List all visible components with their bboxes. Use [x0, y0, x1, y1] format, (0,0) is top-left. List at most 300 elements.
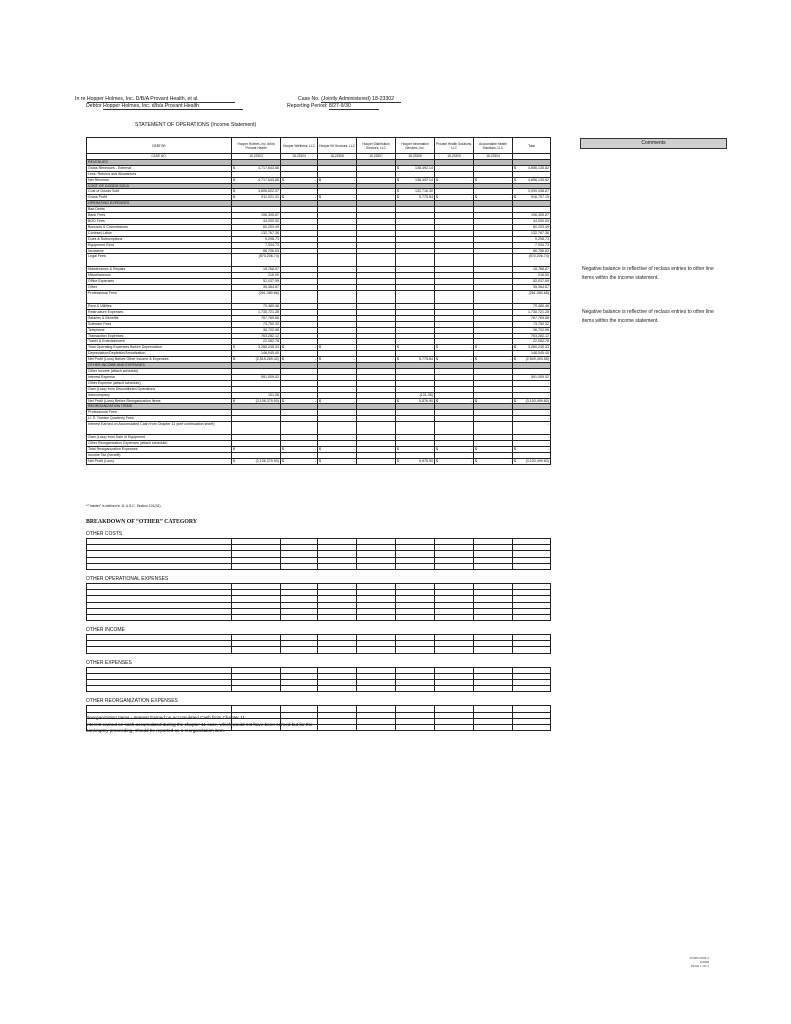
cell-value: - [314, 195, 316, 200]
breakdown-cell [232, 563, 281, 569]
debtor-value: Hopper Holmes, Inc. d/b/a Provant Health [103, 103, 243, 110]
cell-value: - [470, 458, 472, 463]
cell-value: 1,730,721.28 [258, 309, 279, 314]
col-total: Total [513, 138, 551, 154]
cell-value: 138,492.14 [415, 165, 433, 170]
row-label: Total Operating Expenses Before Depreciation [87, 345, 232, 351]
cell-value: (101.06) [419, 392, 433, 397]
col-c5: Hooper Information Services, Inc. [396, 138, 435, 154]
cell-value: 44,000.00 [533, 218, 549, 223]
cell-value: - [509, 458, 511, 463]
cell-c6 [435, 291, 474, 304]
currency-symbol: $ [514, 458, 516, 463]
cell-value: - [547, 380, 549, 385]
statement-table [86, 137, 551, 465]
cell-value: (261,080.66) [258, 291, 279, 296]
breakdown-section [86, 531, 550, 731]
row-label: Gain (Loss) from Discontinued Operations [87, 386, 232, 392]
row-label: Professional Fees [87, 291, 232, 304]
currency-symbol: $ [233, 446, 235, 451]
row-label: Contract Labor [87, 230, 232, 236]
breakdown-cell [435, 686, 474, 692]
breakdown-cell [232, 686, 281, 692]
cell-value: 146,045.40 [531, 351, 549, 356]
breakdown-table [86, 538, 551, 570]
breakdown-cell [318, 686, 357, 692]
cell-c3 [318, 422, 357, 435]
col-c2: Hooper Wellness, LLC [281, 138, 318, 154]
row-label: Restructure Expenses [87, 309, 232, 315]
cell-value: 52,037.59 [533, 279, 549, 284]
cell-value: 35,364.67 [533, 285, 549, 290]
currency-symbol: $ [397, 458, 399, 463]
cell-value: - [353, 177, 355, 182]
breakdown-cell [281, 563, 318, 569]
row-label: OPERATING EXPENSES [87, 201, 232, 207]
cell-value: (3,106,379.50) [255, 398, 279, 403]
row-label: Other Income (attach schedule) [87, 369, 232, 375]
case-c7: 18-23304 [474, 154, 513, 160]
breakdown-table [86, 634, 551, 654]
breakdown-cell [513, 614, 551, 620]
case-label: Case No. [298, 96, 320, 102]
row-label: Legal Fees [87, 254, 232, 267]
row-label: COST OF GOODS SOLD [87, 183, 232, 189]
cell-value: 767,769.66 [261, 315, 279, 320]
currency-symbol: $ [282, 398, 284, 403]
cell-c4 [357, 254, 396, 267]
cell-value: 18,768.67 [533, 267, 549, 272]
breakdown-label: OTHER COSTS [86, 531, 123, 537]
cell-value: 18,768.67 [263, 267, 279, 272]
breakdown-cell [357, 563, 396, 569]
debtor-line [86, 103, 243, 110]
cell-value: - [470, 398, 472, 403]
cell-c3 [318, 458, 357, 464]
breakdown-cell [281, 647, 318, 653]
currency-symbol: $ [233, 195, 235, 200]
breakdown-table [86, 667, 551, 693]
currency-symbol: $ [233, 189, 235, 194]
cell-total [513, 458, 551, 464]
debtor-label: Debtor [86, 103, 102, 109]
statement-row [87, 458, 551, 464]
cell-value: - [509, 398, 511, 403]
row-label: Other Expense (attach schedule) [87, 380, 232, 386]
cell-value: 3,280,245.33 [528, 345, 549, 350]
cell-value: 9,298.73 [535, 236, 549, 241]
case-value: (Jointly Administered) 18-23302 [321, 96, 401, 103]
currency-symbol: $ [436, 446, 438, 451]
breakdown-cell [396, 686, 435, 692]
col-c4: Hooper Distribution Services, LLC [357, 138, 396, 154]
cell-c4 [357, 422, 396, 435]
cell-c5 [396, 458, 435, 464]
breakdown-cell [87, 614, 232, 620]
cell-value: 4,717,643.68 [258, 177, 279, 182]
row-label: REVENUES [87, 159, 232, 165]
row-label: Gross Revenues - External [87, 165, 232, 171]
cell-value: 86,756.83 [263, 248, 279, 253]
row-label: Interest Expense [87, 374, 232, 380]
cell-value: 22,082.78 [263, 339, 279, 344]
cell-value: - [470, 345, 472, 350]
breakdown-cell [232, 614, 281, 620]
col-debtor: DEBTOR [87, 138, 232, 154]
row-label: Income Tax (benefit) [87, 452, 232, 458]
case-c4: 18-23307 [357, 154, 396, 160]
cell-c6 [435, 458, 474, 464]
cell-value: - [314, 177, 316, 182]
cell-value: 911,021.31 [261, 195, 279, 200]
cell-value: 3,806,622.37 [258, 189, 279, 194]
col-c3: Hooper Kit Services, LLC [318, 138, 357, 154]
row-label: Professional Fees [87, 410, 232, 416]
breakdown-cell [318, 563, 357, 569]
form-identifier [690, 956, 709, 968]
cell-c2 [281, 458, 318, 464]
cell-value: 60,203.49 [533, 224, 549, 229]
cell-c2 [281, 291, 318, 304]
row-label: Miscellaneous [87, 273, 232, 279]
cell-value: (3,100,499.60) [525, 458, 549, 463]
cell-value: 5,775.84 [419, 357, 433, 362]
case-c6: 18-23305 [435, 154, 474, 160]
breakdown-label: OTHER EXPENSES [86, 659, 132, 666]
cell-value: 70,480.46 [263, 304, 279, 309]
comments-header: Comments [580, 138, 727, 149]
cell-c7 [474, 422, 513, 435]
row-label: Intercompany [87, 392, 232, 398]
currency-symbol: $ [475, 398, 477, 403]
currency-symbol: $ [319, 446, 321, 451]
form-id-line-1: FORM MOR-2 [689, 956, 709, 960]
cell-value: 86,756.83 [533, 248, 549, 253]
cell-value: 591,009.02 [531, 374, 549, 379]
breakdown-cell [435, 614, 474, 620]
cell-value: (570,206.74) [528, 254, 549, 259]
cell-value: - [470, 446, 472, 451]
col-c1: Hooper Holmes, Inc. d/b/a Provant Health [232, 138, 281, 154]
breakdown-cell [281, 614, 318, 620]
currency-symbol: $ [319, 458, 321, 463]
cell-value: - [547, 422, 549, 427]
breakdown-cell [357, 614, 396, 620]
breakdown-cell [318, 724, 357, 730]
cell-value: (261,080.66) [528, 291, 549, 296]
cell-c5 [396, 254, 435, 267]
row-label: Net Profit (Loss) Before Other Income & Expenses [87, 357, 232, 363]
statement-title: STATEMENT OF OPERATIONS (Income Statement) [135, 122, 257, 128]
currency-symbol: $ [397, 357, 399, 362]
currency-symbol: $ [233, 398, 235, 403]
breakdown-cell [318, 614, 357, 620]
breakdown-cell [474, 647, 513, 653]
row-label: U. S. Trustee Quarterly Fees [87, 416, 232, 422]
currency-symbol: $ [282, 357, 284, 362]
cell-value: 132,767.36 [261, 230, 279, 235]
cell-c4 [357, 458, 396, 464]
cell-value: 4,856,135.82 [528, 177, 549, 182]
cell-value: 196,305.67 [261, 213, 279, 218]
currency-symbol: $ [319, 357, 321, 362]
cell-value: 4,717,643.68 [258, 165, 279, 170]
cell-c1 [232, 458, 281, 464]
row-label: Cost of Goods Sold [87, 189, 232, 195]
cell-value: 73,750.32 [263, 321, 279, 326]
breakdown-cell [357, 647, 396, 653]
row-label: Equipment Rent [87, 242, 232, 248]
currency-symbol: $ [282, 195, 284, 200]
cell-c2 [281, 422, 318, 435]
row-label: Gain (Loss) from Sale of Equipment [87, 435, 232, 441]
breakdown-cell [396, 724, 435, 730]
footer-line-1: Reorganization Items - Interest Earned on Accumulated Cash from Chapter 11: [86, 715, 247, 720]
breakdown-cell [318, 647, 357, 653]
breakdown-cell [474, 686, 513, 692]
cell-value: - [353, 357, 355, 362]
cell-value: (2,509,493.58) [525, 357, 549, 362]
currency-symbol: $ [475, 177, 477, 182]
row-label: Transaction Expenses [87, 333, 232, 339]
cell-value: 22,082.78 [533, 339, 549, 344]
row-label: Software Fees [87, 321, 232, 327]
currency-symbol: $ [514, 345, 516, 350]
row-label: Net Profit (Loss) Before Reorganization Items [87, 398, 232, 404]
cell-value: 196,305.67 [531, 213, 549, 218]
cell-value: 5,775.84 [419, 195, 433, 200]
cell-value: - [353, 458, 355, 463]
currency-symbol: $ [514, 398, 516, 403]
cell-value: 7,934.73 [265, 242, 279, 247]
breakdown-cell [357, 686, 396, 692]
insider-note: **"Insider" is defined in 11 U.S.C. Section 101(31). [86, 504, 162, 508]
cell-value: - [314, 398, 316, 403]
cell-c6 [435, 422, 474, 435]
footer-line-2: Interest earned on cash accumulated during the chapter 11 case, which would not have been earned but for the [86, 721, 313, 727]
cell-c1 [232, 422, 281, 435]
cell-value: - [314, 458, 316, 463]
row-label: Travel & Entertainment [87, 339, 232, 345]
row-label: Interest Earned on Accumulated Cash from Chapter 11 (see continuation sheet) [87, 422, 232, 435]
breakdown-cell [281, 686, 318, 692]
breakdown-cell [87, 686, 232, 692]
cell-value: - [277, 446, 279, 451]
cell-value: 4,856,135.82 [528, 165, 549, 170]
currency-symbol: $ [282, 345, 284, 350]
row-label: Net Profit (Loss) [87, 458, 232, 464]
period-label: Reporting Period: [287, 103, 328, 109]
cell-value: - [353, 446, 355, 451]
row-label: Dues & Subscriptions [87, 236, 232, 242]
currency-symbol: $ [319, 398, 321, 403]
currency-symbol: $ [475, 446, 477, 451]
row-label: Rent & Utilities [87, 304, 232, 310]
cell-value: - [547, 446, 549, 451]
cell-value: - [470, 177, 472, 182]
row-label: Bonuses & Commissions [87, 224, 232, 230]
cell-value: - [509, 446, 511, 451]
currency-symbol: $ [319, 195, 321, 200]
currency-symbol: $ [282, 177, 284, 182]
currency-symbol: $ [397, 398, 399, 403]
breakdown-row [87, 563, 551, 569]
col-c6: Provant Health Solutions, LLC [435, 138, 474, 154]
cell-value: - [547, 435, 549, 440]
cell-value: - [509, 345, 511, 350]
cell-value: - [509, 357, 511, 362]
breakdown-cell [435, 647, 474, 653]
cell-value: 70,480.46 [533, 304, 549, 309]
currency-symbol: $ [233, 165, 235, 170]
cell-value: - [470, 357, 472, 362]
row-label: Less: Returns and Allowances [87, 171, 232, 177]
cell-value: (570,206.74) [258, 254, 279, 259]
cell-value: 44,000.00 [263, 218, 279, 223]
currency-symbol: $ [397, 446, 399, 451]
breakdown-label: OTHER INCOME [86, 627, 125, 634]
cell-value: 138,492.14 [415, 177, 433, 182]
cell-value: 7,934.73 [535, 242, 549, 247]
currency-symbol: $ [514, 446, 516, 451]
case-c5: 18-23306 [396, 154, 435, 160]
cell-c6 [435, 254, 474, 267]
currency-symbol: $ [233, 177, 235, 182]
cell-value: 916,797.15 [531, 195, 549, 200]
cell-c5 [396, 291, 435, 304]
currency-symbol: $ [475, 357, 477, 362]
cell-value: - [547, 410, 549, 415]
cell-c5 [396, 422, 435, 435]
cell-total [513, 291, 551, 304]
currency-symbol: $ [475, 195, 477, 200]
statement-row [87, 254, 551, 267]
currency-symbol: $ [233, 458, 235, 463]
row-label: OTHER INCOME AND EXPENSES [87, 363, 232, 369]
currency-symbol: $ [436, 345, 438, 350]
cell-value: - [431, 446, 433, 451]
row-label: Net Revenue [87, 177, 232, 183]
currency-symbol: $ [233, 357, 235, 362]
cell-value: 1,730,721.28 [528, 309, 549, 314]
currency-symbol: $ [436, 458, 438, 463]
currency-symbol: $ [436, 357, 438, 362]
cell-value: (2,515,269.42) [255, 357, 279, 362]
cell-total [513, 254, 551, 267]
statement-row [87, 422, 551, 435]
cell-value: 132,716.30 [415, 189, 433, 194]
cell-value: 216.00 [538, 273, 549, 278]
case-c1: 18-23302 [232, 154, 281, 160]
row-label: Depreciation/Depletion/Amortization [87, 351, 232, 357]
period-value: 8/27-9/30 [329, 103, 379, 110]
cell-value: - [431, 345, 433, 350]
cell-c3 [318, 291, 357, 304]
in-re-value: Hopper Holmes, Inc. D/B/A Provant Health, et al. [87, 96, 235, 103]
row-label: Bank Fees [87, 213, 232, 219]
cell-value: - [509, 195, 511, 200]
cell-c1 [232, 254, 281, 267]
currency-symbol: $ [319, 345, 321, 350]
row-label: Maintenance & Repairs [87, 267, 232, 273]
row-label: Insurance [87, 248, 232, 254]
row-label: Office Expenses [87, 279, 232, 285]
in-re-line [75, 96, 235, 103]
breakdown-cell [474, 614, 513, 620]
breakdown-cell [87, 563, 232, 569]
cell-value: 216.00 [268, 273, 279, 278]
statement-row [87, 291, 551, 304]
column-header-row [87, 138, 551, 154]
cell-value: 36,702.96 [263, 327, 279, 332]
currency-symbol: $ [514, 195, 516, 200]
currency-symbol: $ [514, 177, 516, 182]
currency-symbol: $ [475, 458, 477, 463]
currency-symbol: $ [436, 398, 438, 403]
cell-value: 101.06 [268, 392, 279, 397]
row-label: Gross Profit [87, 195, 232, 201]
cell-value: - [353, 195, 355, 200]
breakdown-cell [513, 724, 551, 730]
cell-value: (3,100,499.60) [525, 398, 549, 403]
cell-value: - [314, 446, 316, 451]
cell-c7 [474, 291, 513, 304]
case-label: CASE NO. [87, 154, 232, 160]
breakdown-title: BREAKDOWN OF “OTHER” CATEGORY [86, 519, 198, 525]
cell-value: 146,045.40 [261, 351, 279, 356]
footer-note [86, 715, 312, 735]
row-label: Other [87, 285, 232, 291]
cell-c3 [318, 254, 357, 267]
row-label: Bad Debts [87, 207, 232, 213]
form-id-line-2: 2/2008 [699, 960, 709, 964]
currency-symbol: $ [233, 345, 235, 350]
case-c3: 18-23308 [318, 154, 357, 160]
cell-value: - [470, 195, 472, 200]
breakdown-label: OTHER OPERATIONAL EXPENSES [86, 575, 169, 582]
breakdown-cell [232, 647, 281, 653]
cell-c7 [474, 458, 513, 464]
breakdown-table [86, 583, 551, 621]
currency-symbol: $ [436, 177, 438, 182]
currency-symbol: $ [397, 189, 399, 194]
cell-value: 763,282.12 [261, 333, 279, 338]
currency-symbol: $ [514, 165, 516, 170]
in-re-label: In re [75, 96, 86, 102]
cell-value: - [314, 357, 316, 362]
breakdown-row [87, 614, 551, 620]
row-label: Telephone [87, 327, 232, 333]
comment-note-legal: Negative balance is reflective of reclass entries to other line items within the income statement. [582, 266, 714, 281]
breakdown-cell [513, 563, 551, 569]
breakdown-cell [87, 647, 232, 653]
cell-value: - [353, 345, 355, 350]
currency-symbol: $ [436, 195, 438, 200]
cell-value: (3,106,379.50) [255, 458, 279, 463]
cell-value: 5,876.90 [419, 398, 433, 403]
comment-note-professional: Negative balance is reflective of reclass entries to other line items within the income statement. [582, 309, 714, 324]
cell-value: 591,009.02 [261, 374, 279, 379]
currency-symbol: $ [475, 345, 477, 350]
breakdown-label: OTHER REORGANIZATION EXPENSES [86, 698, 178, 705]
row-label: Other Reorganization Expenses (attach schedule) [87, 441, 232, 447]
period-line [287, 103, 379, 110]
cell-c4 [357, 291, 396, 304]
cell-value: 5,876.90 [419, 458, 433, 463]
cell-value: 763,282.12 [531, 333, 549, 338]
cell-value: 9,298.73 [265, 236, 279, 241]
currency-symbol: $ [397, 345, 399, 350]
